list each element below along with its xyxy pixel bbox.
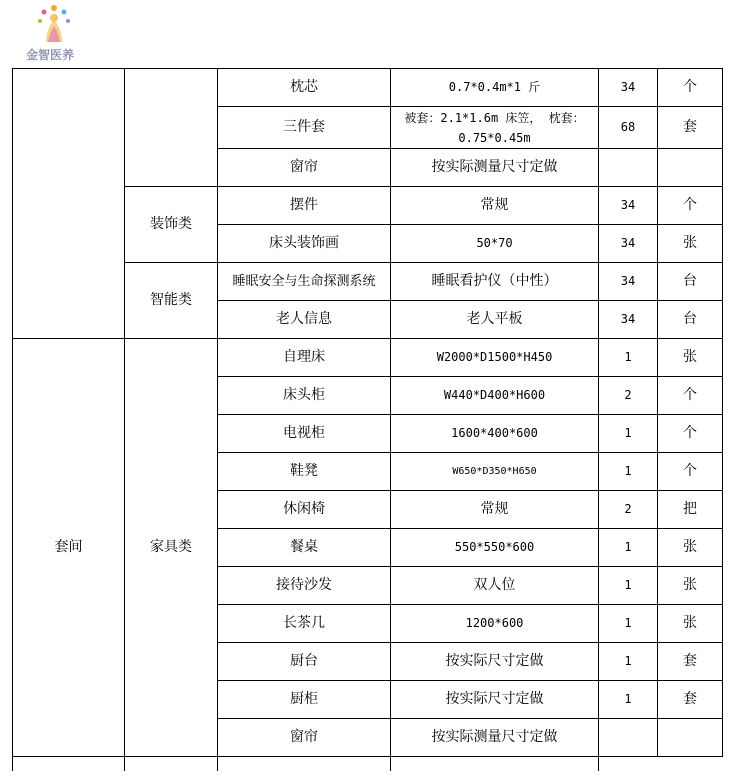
item-unit — [658, 149, 723, 187]
item-name: 窗帘 — [218, 719, 391, 757]
table-row — [13, 339, 723, 377]
item-qty: 68 — [599, 107, 658, 149]
item-spec: 0.7*0.4m*1 斤 — [391, 69, 599, 107]
item-unit: 把 — [658, 491, 723, 529]
item-qty: 1 — [599, 643, 658, 681]
item-qty: 34 — [599, 263, 658, 301]
item-unit: 套 — [658, 681, 723, 719]
item-qty: 1 — [599, 529, 658, 567]
item-unit: 台 — [658, 301, 723, 339]
item-unit: 套 — [658, 643, 723, 681]
item-name: 床头装饰画 — [218, 225, 391, 263]
item-spec: 按实际尺寸定做 — [391, 681, 599, 719]
item-name: 枕芯 — [218, 69, 391, 107]
category-cell: 装饰类 — [125, 187, 218, 263]
item-unit — [658, 719, 723, 757]
item-spec: W440*D400*H600 — [391, 377, 599, 415]
category-cell: 家具类 — [125, 339, 218, 757]
table-row — [13, 69, 723, 107]
item-qty — [599, 719, 658, 757]
room-cell: 套间 — [13, 339, 125, 757]
item-name: 自理床 — [218, 339, 391, 377]
item-unit: 台 — [658, 263, 723, 301]
item-qty — [599, 149, 658, 187]
item-name: 三件套 — [218, 107, 391, 149]
item-unit: 套 — [658, 107, 723, 149]
item-unit: 张 — [658, 529, 723, 567]
item-unit: 个 — [658, 453, 723, 491]
item-unit: 张 — [658, 225, 723, 263]
item-name: 摆件 — [218, 187, 391, 225]
item-name: 餐桌 — [218, 529, 391, 567]
item-qty: 1 — [599, 605, 658, 643]
item-unit: 个 — [658, 415, 723, 453]
item-name: 窗帘 — [218, 149, 391, 187]
item-unit: 张 — [658, 339, 723, 377]
item-qty: 34 — [599, 301, 658, 339]
item-name: 老人信息 — [218, 301, 391, 339]
item-qty: 1 — [599, 415, 658, 453]
item-name: 厨柜 — [218, 681, 391, 719]
item-spec: 睡眠看护仪（中性） — [391, 263, 599, 301]
item-name: 长茶几 — [218, 605, 391, 643]
item-name: 厨台 — [218, 643, 391, 681]
item-spec: 50*70 — [391, 225, 599, 263]
item-name: 电视柜 — [218, 415, 391, 453]
item-spec: 1200*600 — [391, 605, 599, 643]
category-cell — [125, 69, 218, 187]
item-unit: 张 — [658, 567, 723, 605]
item-spec: 按实际测量尺寸定做 — [391, 149, 599, 187]
logo-text: 金智医养 — [26, 48, 75, 62]
furniture-spec-table — [12, 68, 723, 771]
item-unit: 个 — [658, 187, 723, 225]
item-spec: 常规 — [391, 491, 599, 529]
item-spec: W2000*D1500*H450 — [391, 339, 599, 377]
item-qty: 2 — [599, 491, 658, 529]
item-name: 床头柜 — [218, 377, 391, 415]
item-spec — [125, 757, 218, 772]
item-name — [13, 757, 125, 772]
item-name: 鞋凳 — [218, 453, 391, 491]
item-unit — [391, 757, 599, 772]
table-row-partial — [13, 757, 723, 772]
item-qty: 1 — [599, 567, 658, 605]
item-name: 接待沙发 — [218, 567, 391, 605]
item-spec: 按实际尺寸定做 — [391, 643, 599, 681]
item-spec: W650*D350*H650 — [391, 453, 599, 491]
room-cell — [13, 69, 125, 339]
item-qty: 34 — [599, 225, 658, 263]
item-qty: 1 — [599, 453, 658, 491]
item-qty: 34 — [599, 69, 658, 107]
item-unit: 个 — [658, 69, 723, 107]
item-unit: 张 — [658, 605, 723, 643]
item-spec: 1600*400*600 — [391, 415, 599, 453]
item-spec: 550*550*600 — [391, 529, 599, 567]
item-qty — [218, 757, 391, 772]
item-qty: 34 — [599, 187, 658, 225]
item-qty: 1 — [599, 681, 658, 719]
item-spec: 常规 — [391, 187, 599, 225]
item-spec: 被套：2.1*1.6m 床笠， 枕套：0.75*0.45m — [391, 107, 599, 149]
item-qty: 1 — [599, 339, 658, 377]
category-cell: 智能类 — [125, 263, 218, 339]
item-spec: 按实际测量尺寸定做 — [391, 719, 599, 757]
logo-mark-icon — [32, 2, 76, 46]
item-name: 休闲椅 — [218, 491, 391, 529]
item-qty: 2 — [599, 377, 658, 415]
item-name: 睡眠安全与生命探测系统 — [218, 263, 391, 301]
item-spec: 双人位 — [391, 567, 599, 605]
item-spec: 老人平板 — [391, 301, 599, 339]
company-logo — [22, 2, 86, 64]
item-unit: 个 — [658, 377, 723, 415]
